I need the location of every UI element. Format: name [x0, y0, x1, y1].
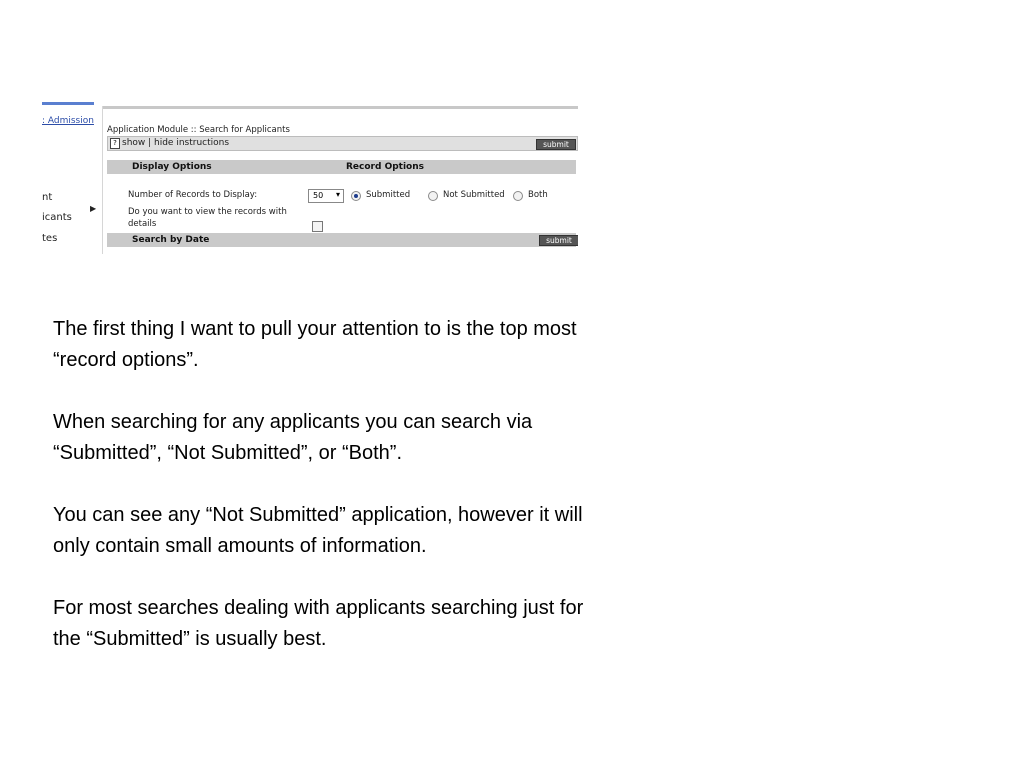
view-details-label-line1: Do you want to view the records with: [128, 207, 287, 217]
dropdown-caret-icon: ▾: [335, 190, 340, 199]
help-icon[interactable]: ?: [110, 138, 120, 149]
note-paragraph-1: The first thing I want to pull your attention to is the top most “record options”.: [53, 318, 577, 371]
radio-not-submitted-label: Not Submitted: [443, 190, 505, 200]
search-panel: [103, 106, 578, 254]
records-count-select[interactable]: [308, 189, 344, 203]
view-details-label-line2: details: [128, 219, 157, 229]
records-to-display-label: Number of Records to Display:: [128, 190, 258, 200]
submit-button-date[interactable]: submit: [539, 235, 578, 246]
note-paragraph-2: When searching for any applicants you can search via “Submitted”, “Not Submitted”, or “Both”.: [53, 411, 533, 464]
instructions-toggle[interactable]: show | hide instructions: [122, 138, 230, 148]
options-header: [107, 160, 576, 174]
search-by-date-title: Search by Date: [132, 235, 210, 245]
breadcrumb: Application Module :: Search for Applicants: [107, 125, 290, 135]
radio-both-label: Both: [528, 190, 548, 200]
note-paragraph-3: You can see any “Not Submitted” application, however it will only contain small amounts of information.: [53, 504, 583, 557]
application-screenshot: [42, 96, 578, 254]
admission-link[interactable]: : Admission: [42, 116, 94, 126]
radio-not-submitted[interactable]: [428, 191, 438, 201]
nav-item-3[interactable]: tes: [42, 233, 58, 244]
instructions-bar: [107, 136, 578, 151]
nav-item-applicants[interactable]: icants: [42, 212, 72, 223]
submenu-arrow-icon: ▶: [90, 204, 97, 213]
top-tab-underline: [42, 96, 94, 105]
view-details-checkbox[interactable]: [312, 221, 323, 232]
radio-both[interactable]: [513, 191, 523, 201]
note-paragraph-4: For most searches dealing with applicants searching just for the “Submitted” is usually best.: [53, 597, 584, 650]
record-options-title: Record Options: [346, 162, 424, 172]
records-count-value: 50: [313, 191, 324, 200]
submit-button-top[interactable]: submit: [536, 139, 576, 150]
radio-submitted-label: Submitted: [366, 190, 411, 200]
slide-notes: [53, 314, 613, 686]
left-navigation: [42, 106, 103, 254]
search-by-date-header: [107, 233, 576, 247]
display-options-title: Display Options: [132, 162, 212, 172]
radio-submitted[interactable]: [351, 191, 361, 201]
nav-item-1[interactable]: nt: [42, 192, 53, 203]
